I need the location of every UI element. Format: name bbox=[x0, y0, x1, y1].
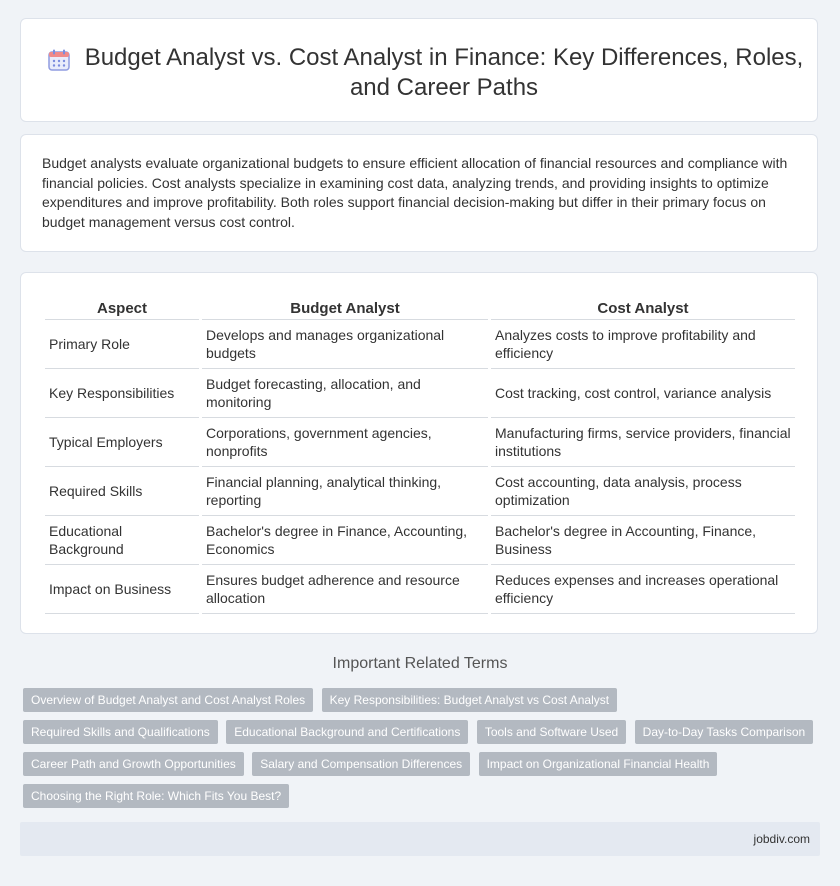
header-aspect: Aspect bbox=[45, 297, 199, 320]
table-row bbox=[45, 369, 795, 418]
table-cell: Bachelor's degree in Accounting, Finance, Business bbox=[491, 516, 795, 565]
table-cell: Impact on Business bbox=[45, 565, 199, 614]
related-terms-list bbox=[23, 688, 823, 816]
related-term-tag[interactable]: Required Skills and Qualifications bbox=[23, 720, 218, 744]
intro-card bbox=[20, 134, 818, 252]
table-cell: Budget forecasting, allocation, and monitoring bbox=[202, 369, 488, 418]
table-cell: Typical Employers bbox=[45, 418, 199, 467]
table-cell: Cost tracking, cost control, variance analysis bbox=[491, 369, 795, 418]
comparison-card bbox=[20, 272, 818, 634]
table-row bbox=[45, 320, 795, 369]
table-cell: Primary Role bbox=[45, 320, 199, 369]
intro-text: Budget analysts evaluate organizational budgets to ensure efficient allocation of financial resources and compliance with financial policies. Cost analysts specialize in examining cost data, analyzing trends, and providing insights to optimize expenditures and improve profitability. Both roles support financial decision-making but differ in their primary focus on budget management versus cost control. bbox=[42, 155, 788, 230]
table-cell: Manufacturing firms, service providers, financial institutions bbox=[491, 418, 795, 467]
related-term-tag[interactable]: Day-to-Day Tasks Comparison bbox=[635, 720, 814, 744]
related-term-tag[interactable]: Choosing the Right Role: Which Fits You Best? bbox=[23, 784, 289, 808]
table-header-row bbox=[45, 297, 795, 320]
comparison-table bbox=[42, 297, 798, 614]
related-term-tag[interactable]: Impact on Organizational Financial Health bbox=[479, 752, 718, 776]
table-cell: Analyzes costs to improve profitability and efficiency bbox=[491, 320, 795, 369]
table-row bbox=[45, 565, 795, 614]
table-cell: Develops and manages organizational budgets bbox=[202, 320, 488, 369]
table-cell: Bachelor's degree in Finance, Accounting, Economics bbox=[202, 516, 488, 565]
table-cell: Ensures budget adherence and resource allocation bbox=[202, 565, 488, 614]
table-cell: Required Skills bbox=[45, 467, 199, 516]
table-cell: Reduces expenses and increases operational efficiency bbox=[491, 565, 795, 614]
related-term-tag[interactable]: Salary and Compensation Differences bbox=[252, 752, 470, 776]
header-cost-analyst: Cost Analyst bbox=[491, 297, 795, 320]
table-cell: Financial planning, analytical thinking, reporting bbox=[202, 467, 488, 516]
table-cell: Corporations, government agencies, nonprofits bbox=[202, 418, 488, 467]
related-term-tag[interactable]: Career Path and Growth Opportunities bbox=[23, 752, 244, 776]
related-term-tag[interactable]: Overview of Budget Analyst and Cost Analyst Roles bbox=[23, 688, 313, 712]
table-cell: Cost accounting, data analysis, process optimization bbox=[491, 467, 795, 516]
table-cell: Key Responsibilities bbox=[45, 369, 199, 418]
related-term-tag[interactable]: Tools and Software Used bbox=[477, 720, 626, 744]
table-row bbox=[45, 418, 795, 467]
page-title: Budget Analyst vs. Cost Analyst in Finance: Key Differences, Roles, and Career Paths bbox=[84, 44, 804, 101]
related-terms-title: Important Related Terms bbox=[332, 655, 508, 672]
table-row bbox=[45, 516, 795, 565]
table-row bbox=[45, 467, 795, 516]
calendar-icon bbox=[48, 49, 70, 71]
related-term-tag[interactable]: Educational Background and Certifications bbox=[226, 720, 468, 744]
header-card bbox=[20, 18, 818, 122]
footer bbox=[20, 822, 820, 856]
header-budget-analyst: Budget Analyst bbox=[202, 297, 488, 320]
related-term-tag[interactable]: Key Responsibilities: Budget Analyst vs Cost Analyst bbox=[322, 688, 617, 712]
footer-site-link[interactable]: jobdiv.com bbox=[753, 832, 810, 846]
table-cell: Educational Background bbox=[45, 516, 199, 565]
